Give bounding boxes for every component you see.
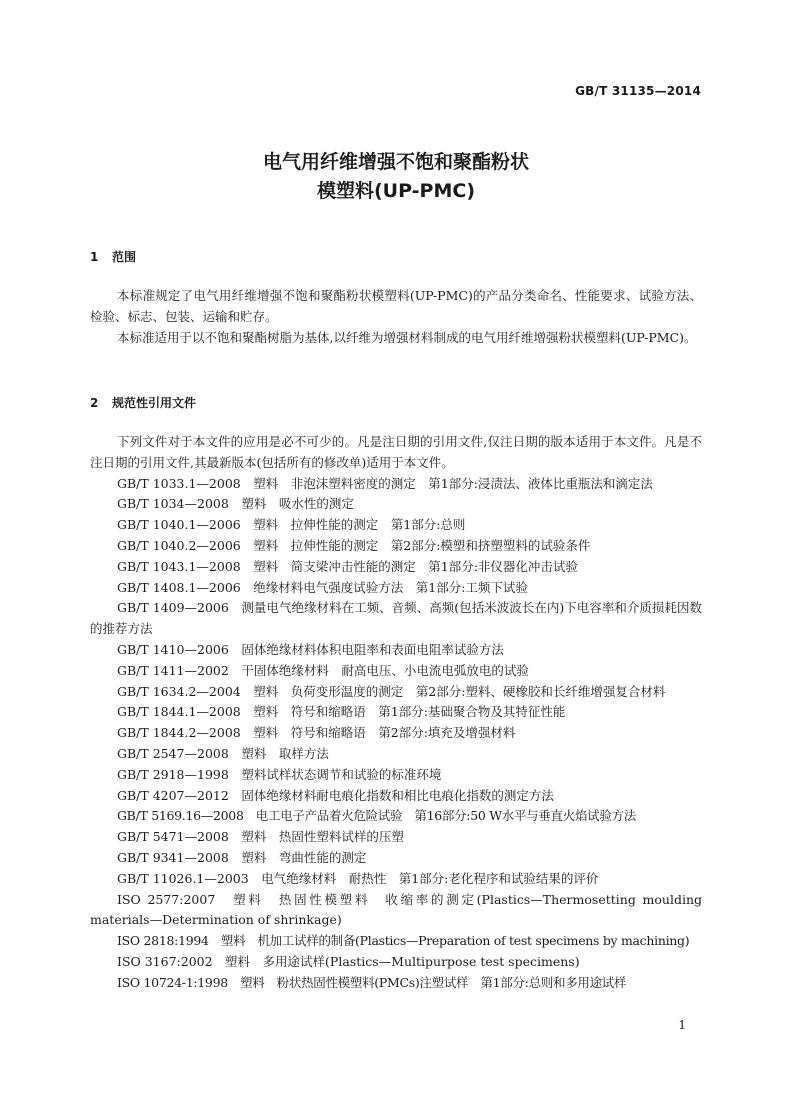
reference-item: GB/T 1043.1—2008 塑料 简支梁冲击性能的测定 第1部分:非仪器化冲击试验 [117, 558, 578, 574]
reference-item: ISO 2577:2007 塑料 热固性模塑料 收缩率的测定(Plastics—Thermosetting moulding materials—Determination of shrinkage) [90, 891, 702, 928]
reference-item: GB/T 1040.1—2006 塑料 拉伸性能的测定 第1部分:总则 [117, 517, 466, 533]
section-1-heading [90, 248, 136, 265]
document-title [0, 148, 792, 206]
section-2-heading [90, 394, 196, 411]
references-intro: 下列文件对于本文件的应用是必不可少的。凡是注日期的引用文件,仅注日期的版本适用于本文件。凡是不注日期的引用文件,其最新版本(包括所有的修改单)适用于本文件。 [90, 434, 702, 470]
reference-item: GB/T 2547—2008 塑料 取样方法 [117, 745, 329, 761]
scope-paragraph-1: 本标准规定了电气用纤维增强不饱和聚酯粉状模塑料(UP-PMC)的产品分类命名、性能要求、试验方法、检验、标志、包装、运输和贮存。 [90, 288, 702, 324]
reference-item: GB/T 1844.2—2008 塑料 符号和缩略语 第2部分:填充及增强材料 [117, 725, 516, 741]
title-line-2: 模塑料(UP-PMC) [316, 180, 476, 202]
standard-code: GB/T 31135—2014 [575, 84, 701, 98]
section-1-number: 1 [90, 250, 99, 264]
reference-item: GB/T 1040.2—2006 塑料 拉伸性能的测定 第2部分:模塑和挤塑塑料的试验条件 [117, 537, 591, 553]
reference-item: GB/T 1408.1—2006 绝缘材料电气强度试验方法 第1部分:工频下试验 [117, 579, 528, 595]
reference-item: GB/T 1409—2006 测量电气绝缘材料在工频、音频、高频(包括米波波长在内)下电容率和介质损耗因数的推荐方法 [90, 600, 702, 637]
reference-item: ISO 2818:1994 塑料 机加工试样的制备(Plastics—Preparation of test specimens by machining) [117, 933, 690, 949]
section-2-number: 2 [90, 396, 99, 410]
reference-item: GB/T 1410—2006 固体绝缘材料体积电阻率和表面电阻率试验方法 [117, 641, 504, 657]
title-line-1: 电气用纤维增强不饱和聚酯粉状 [262, 151, 529, 173]
reference-item: GB/T 5169.16—2008 电工电子产品着火危险试验 第16部分:50 W水平与垂直火焰试验方法 [117, 808, 636, 824]
reference-item: ISO 10724-1:1998 塑料 粉状热固性模塑料(PMCs)注塑试样 第1部分:总则和多用途试样 [117, 974, 627, 990]
scope-paragraph-2: 本标准适用于以不饱和聚酯树脂为基体,以纤维为增强材料制成的电气用纤维增强粉状模塑料(UP-PMC)。 [117, 329, 697, 345]
section-2-title: 规范性引用文件 [112, 396, 197, 410]
section-1-title: 范围 [112, 250, 137, 264]
reference-item: GB/T 5471—2008 塑料 热固性塑料试样的压塑 [117, 829, 404, 845]
reference-item: GB/T 1034—2008 塑料 吸水性的测定 [117, 496, 354, 512]
reference-item: GB/T 1844.1—2008 塑料 符号和缩略语 第1部分:基础聚合物及其特征性能 [117, 704, 566, 720]
reference-item: ISO 3167:2002 塑料 多用途试样(Plastics—Multipurpose test specimens) [117, 953, 580, 969]
section-1-body [90, 286, 702, 348]
reference-item: GB/T 1033.1—2008 塑料 非泡沫塑料密度的测定 第1部分:浸渍法、液体比重瓶法和滴定法 [117, 475, 653, 491]
reference-item: GB/T 1411—2002 干固体绝缘材料 耐高电压、小电流电弧放电的试验 [117, 662, 529, 678]
section-2-body [90, 432, 702, 994]
reference-item: GB/T 4207—2012 固体绝缘材料耐电痕化指数和相比电痕化指数的测定方法 [117, 787, 554, 803]
reference-item: GB/T 9341—2008 塑料 弯曲性能的测定 [117, 849, 367, 865]
reference-item: GB/T 1634.2—2004 塑料 负荷变形温度的测定 第2部分:塑料、硬橡胶和长纤维增强复合材料 [117, 683, 666, 699]
reference-item: GB/T 11026.1—2003 电气绝缘材料 耐热性 第1部分:老化程序和试验结果的评价 [117, 870, 599, 886]
reference-item: GB/T 2918—1998 塑料试样状态调节和试验的标准环境 [117, 766, 442, 782]
page-number: 1 [678, 1018, 686, 1032]
